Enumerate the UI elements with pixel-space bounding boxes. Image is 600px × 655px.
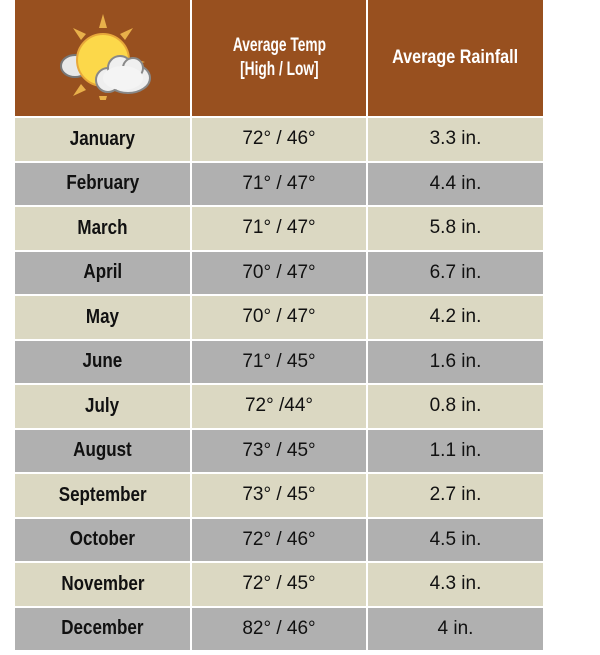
month-cell bbox=[15, 340, 191, 385]
month-label: June bbox=[82, 350, 123, 373]
temp-cell: 70° / 47° bbox=[191, 251, 367, 296]
rain-cell: 4.5 in. bbox=[367, 518, 543, 563]
rain-cell: 4 in. bbox=[367, 607, 543, 652]
rain-cell: 5.8 in. bbox=[367, 206, 543, 251]
temp-cell: 82° / 46° bbox=[191, 607, 367, 652]
rain-cell: 1.1 in. bbox=[367, 429, 543, 474]
partly-cloudy-icon bbox=[53, 10, 153, 100]
weather-table bbox=[15, 0, 543, 652]
temp-cell: 70° / 47° bbox=[191, 295, 367, 340]
table-row bbox=[15, 429, 543, 474]
month-cell bbox=[15, 473, 191, 518]
month-label: December bbox=[61, 617, 144, 640]
month-cell bbox=[15, 429, 191, 474]
temp-cell: 72° / 45° bbox=[191, 562, 367, 607]
temp-cell: 72° / 46° bbox=[191, 518, 367, 563]
table-row bbox=[15, 162, 543, 207]
table-row bbox=[15, 251, 543, 296]
temp-cell: 71° / 47° bbox=[191, 206, 367, 251]
month-label: October bbox=[69, 528, 136, 551]
table-row bbox=[15, 518, 543, 563]
weather-icon-cell bbox=[15, 0, 191, 117]
temp-cell: 72° /44° bbox=[191, 384, 367, 429]
month-label: July bbox=[85, 394, 120, 417]
month-cell bbox=[15, 251, 191, 296]
rain-cell: 3.3 in. bbox=[367, 117, 543, 162]
month-label: February bbox=[66, 172, 139, 195]
month-cell bbox=[15, 295, 191, 340]
temp-cell: 73° / 45° bbox=[191, 473, 367, 518]
month-label: November bbox=[60, 572, 145, 595]
month-cell bbox=[15, 607, 191, 652]
temp-cell: 71° / 45° bbox=[191, 340, 367, 385]
month-label: September bbox=[58, 483, 147, 506]
header-row bbox=[15, 0, 543, 117]
table-row bbox=[15, 384, 543, 429]
month-label: January bbox=[69, 127, 136, 150]
temp-cell: 73° / 45° bbox=[191, 429, 367, 474]
table-row bbox=[15, 340, 543, 385]
temp-header-line1: Average Temp bbox=[232, 35, 326, 56]
temp-header-line2: [High / Low] bbox=[239, 59, 319, 80]
month-cell bbox=[15, 518, 191, 563]
table-row bbox=[15, 562, 543, 607]
table-row bbox=[15, 295, 543, 340]
table-row bbox=[15, 117, 543, 162]
month-cell bbox=[15, 162, 191, 207]
rain-cell: 4.2 in. bbox=[367, 295, 543, 340]
month-cell bbox=[15, 384, 191, 429]
temp-column-header bbox=[191, 0, 367, 117]
rain-cell: 6.7 in. bbox=[367, 251, 543, 296]
table-row bbox=[15, 206, 543, 251]
temp-cell: 71° / 47° bbox=[191, 162, 367, 207]
rain-cell: 2.7 in. bbox=[367, 473, 543, 518]
month-cell bbox=[15, 562, 191, 607]
month-label: March bbox=[77, 216, 128, 239]
rain-cell: 1.6 in. bbox=[367, 340, 543, 385]
rain-cell: 4.3 in. bbox=[367, 562, 543, 607]
rain-cell: 4.4 in. bbox=[367, 162, 543, 207]
month-label: April bbox=[83, 261, 122, 284]
month-cell bbox=[15, 206, 191, 251]
temp-cell: 72° / 46° bbox=[191, 117, 367, 162]
rain-column-header bbox=[367, 0, 543, 117]
month-label: May bbox=[85, 305, 120, 328]
table-row bbox=[15, 607, 543, 652]
month-cell bbox=[15, 117, 191, 162]
month-label: August bbox=[73, 439, 132, 462]
table-row bbox=[15, 473, 543, 518]
rain-header-label: Average Rainfall bbox=[392, 47, 519, 68]
rain-cell: 0.8 in. bbox=[367, 384, 543, 429]
